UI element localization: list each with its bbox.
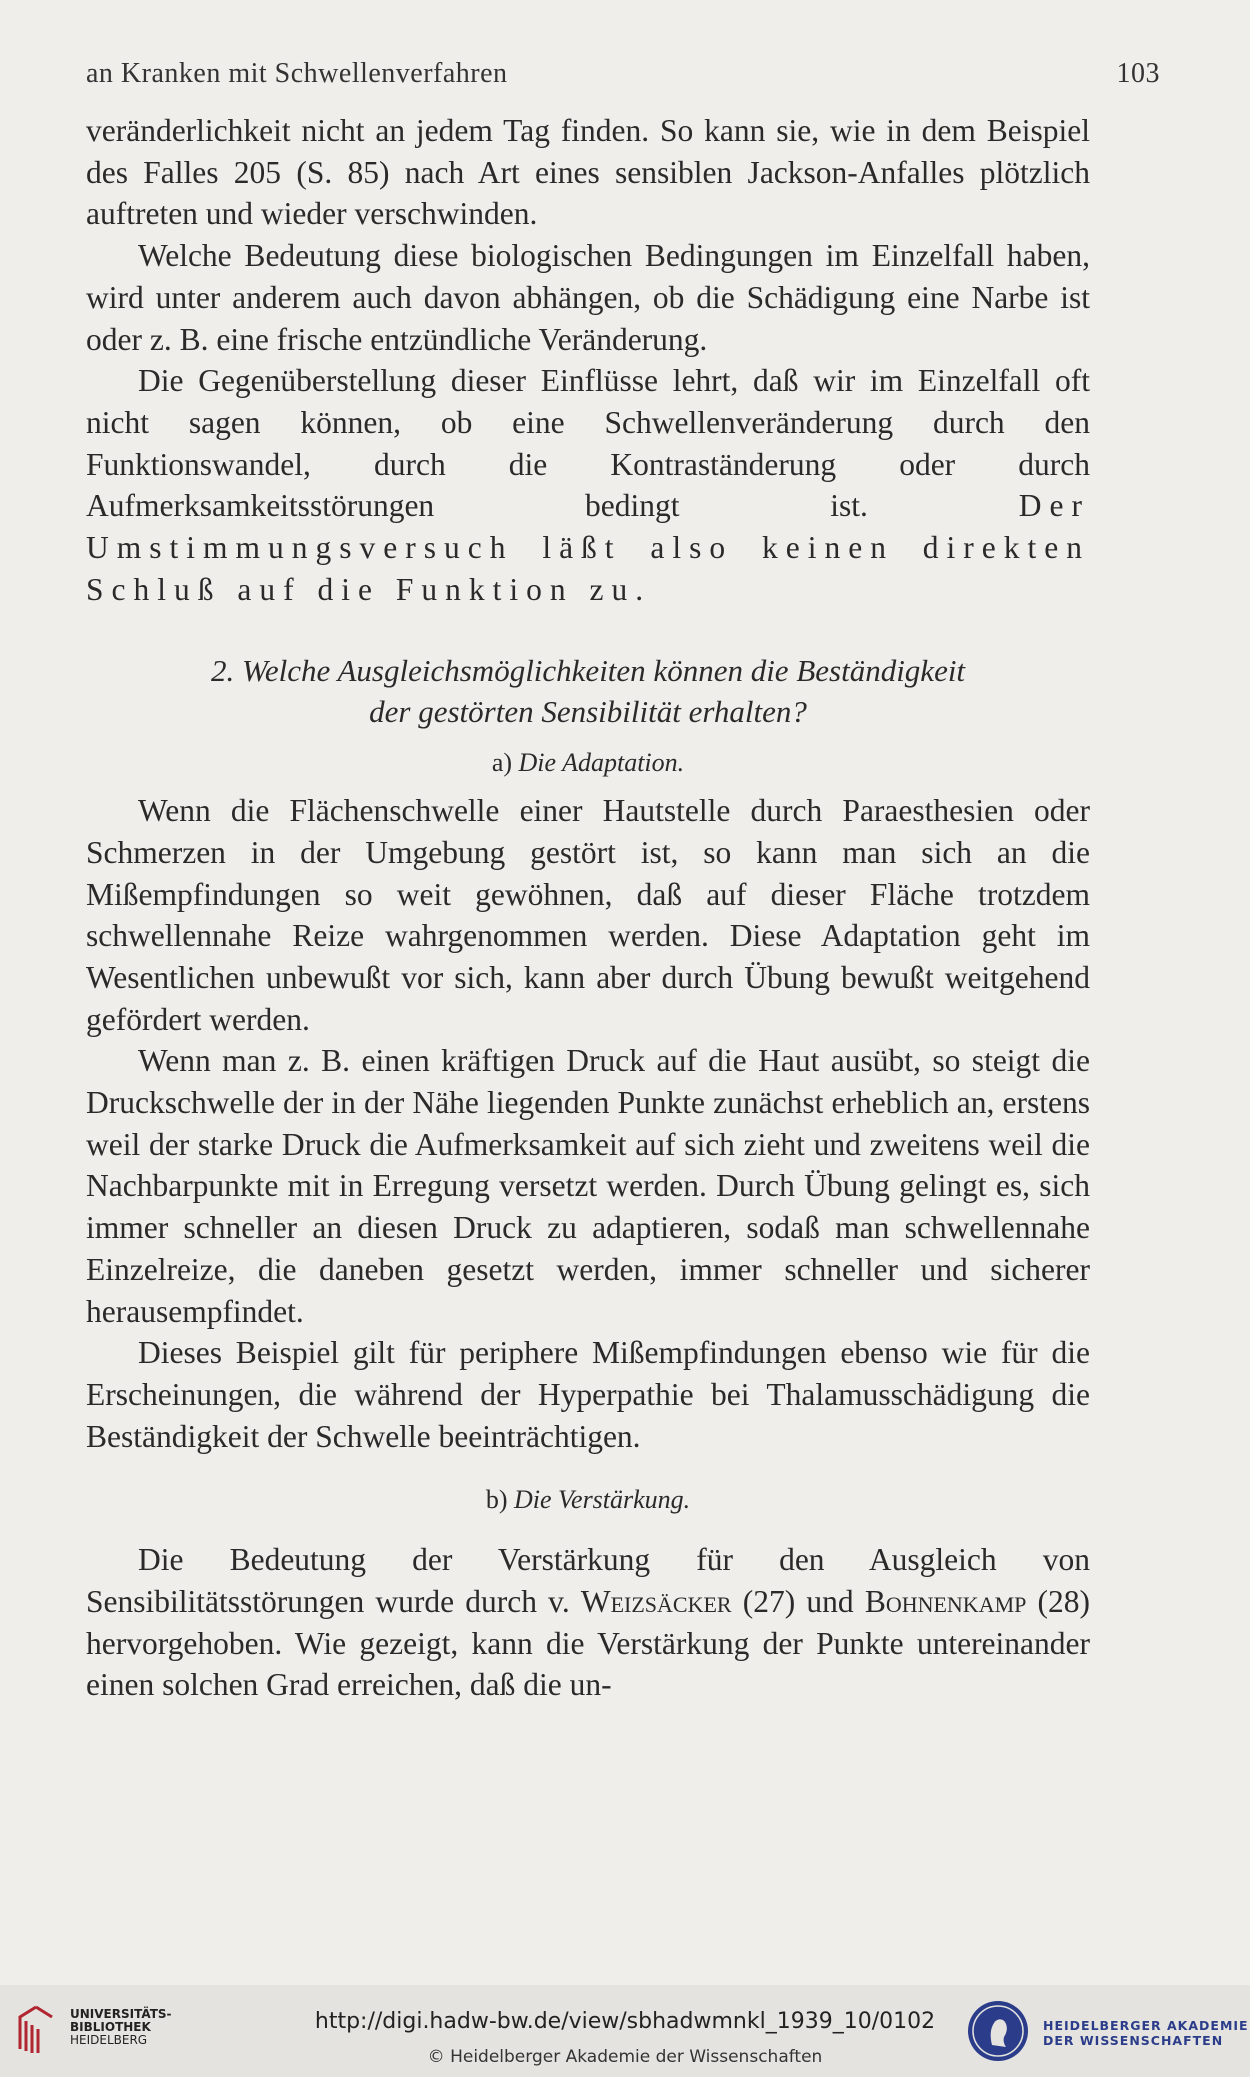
section-heading xyxy=(86,650,1090,732)
digitization-footer xyxy=(0,1985,1250,2077)
hak-line-2: DER WISSENSCHAFTEN xyxy=(1043,2033,1224,2048)
source-url-link[interactable]: http://digi.hadw-bw.de/view/sbhadwmnkl_1939_10/0102 xyxy=(314,2009,936,2034)
copyright-notice: © Heidelberger Akademie der Wissenschaften xyxy=(427,2047,823,2067)
hak-line-1: HEIDELBERGER AKADEMIE xyxy=(1043,2018,1249,2033)
paragraph-3-emphasis: Der Umstimmungsversuch läßt also keinen direkten Schluß auf die Funktion zu. xyxy=(86,488,1090,607)
running-header xyxy=(86,58,1160,98)
hak-portrait-seal-icon xyxy=(966,1999,1030,2063)
ub-line-2: BIBLIOTHEK xyxy=(70,2020,151,2034)
paragraph-3-text: Die Gegenüberstellung dieser Einflüsse lehrt, daß wir im Einzelfall oft nicht sagen können, ob eine Schwellenveränderung durch den Funktionswandel, durch die Kontraständerung oder durch Aufmerksamkeitsstörungen bedingt ist. xyxy=(86,363,1090,524)
page-body xyxy=(86,110,1090,1706)
paragraph-4: Wenn die Flächenschwelle einer Hautstelle durch Paraesthesien oder Schmerzen in der Umgebung gestört ist, so kann man sich an die Mißempfindungen so weit gewöhnen, daß auf dieser Fläche trotzdem schwellennahe Reize wahrgenommen werden. Diese Adaptation geht im Wesentlichen unbewußt vor sich, kann aber durch Übung bewußt weitgehend gefördert werden. xyxy=(86,793,1090,1037)
subheading-a-marker: a) xyxy=(491,748,513,778)
paragraph-7 xyxy=(86,1539,1090,1706)
subheading-b-title: Die Verstärkung. xyxy=(513,1485,691,1515)
section-heading-line-1: 2. Welche Ausgleichsmöglichkeiten können die Beständigkeit xyxy=(210,653,966,689)
paragraph-7-text-b: (27) und xyxy=(742,1583,854,1619)
subheading-b xyxy=(86,1479,1090,1521)
paragraph-7-text-a: Die Bedeutung der Verstärkung für den Ausgleich von Sensibilitätsstörungen wurde durch v. xyxy=(86,1542,1090,1619)
author-weizsaecker: Weizsäcker xyxy=(580,1583,732,1619)
ub-line-3: HEIDELBERG xyxy=(70,2033,148,2047)
page-number: 103 xyxy=(1116,58,1160,89)
subheading-a-title: Die Adaptation. xyxy=(518,748,685,778)
subheading-b-marker: b) xyxy=(485,1485,508,1515)
paragraph-3 xyxy=(86,360,1090,610)
paragraph-5: Wenn man z. B. einen kräftigen Druck auf die Haut ausübt, so steigt die Druckschwelle der in der Nähe liegenden Punkte zunächst erheblich an, erstens weil der starke Druck die Aufmerksamkeit auf sich zieht und zweitens weil die Nachbarpunkte mit in Erregung versetzt werden. Durch Übung gelingt es, sich immer schneller an diesen Druck zu adaptieren, sodaß man schwellennahe Einzelreize, die daneben gesetzt werden, immer schneller und sicherer herausempfindet. xyxy=(86,1043,1090,1329)
paragraph-7-text-c: (28) hervorgehoben. Wie gezeigt, kann die Verstärkung der Punkte untereinander einen solchen Grad erreichen, daß die un- xyxy=(86,1583,1091,1703)
running-title: an Kranken mit Schwellenverfahren xyxy=(86,58,508,89)
paragraph-1: veränderlichkeit nicht an jedem Tag finden. So kann sie, wie in dem Beispiel des Falles 205 (S. 85) nach Art eines sensiblen Jackson-Anfalles plötzlich auftreten und wieder verschwinden. xyxy=(86,113,1090,232)
subheading-a xyxy=(86,742,1090,784)
paragraph-6: Dieses Beispiel gilt für periphere Mißempfindungen ebenso wie für die Erscheinungen, die während der Hyperpathie bei Thalamusschädigung die Beständigkeit der Schwelle beeinträchtigen. xyxy=(86,1335,1090,1454)
author-bohnenkamp: Bohnenkamp xyxy=(864,1583,1027,1619)
section-heading-line-2: der gestörten Sensibilität erhalten? xyxy=(369,694,807,730)
paragraph-2: Welche Bedeutung diese biologischen Bedingungen im Einzelfall haben, wird unter anderem auch davon abhängen, ob die Schädigung eine Narbe ist oder z. B. eine frische entzündliche Veränderung. xyxy=(86,238,1090,357)
ub-line-1: UNIVERSITÄTS- xyxy=(70,2007,172,2021)
hak-wordmark xyxy=(1043,2018,1249,2048)
